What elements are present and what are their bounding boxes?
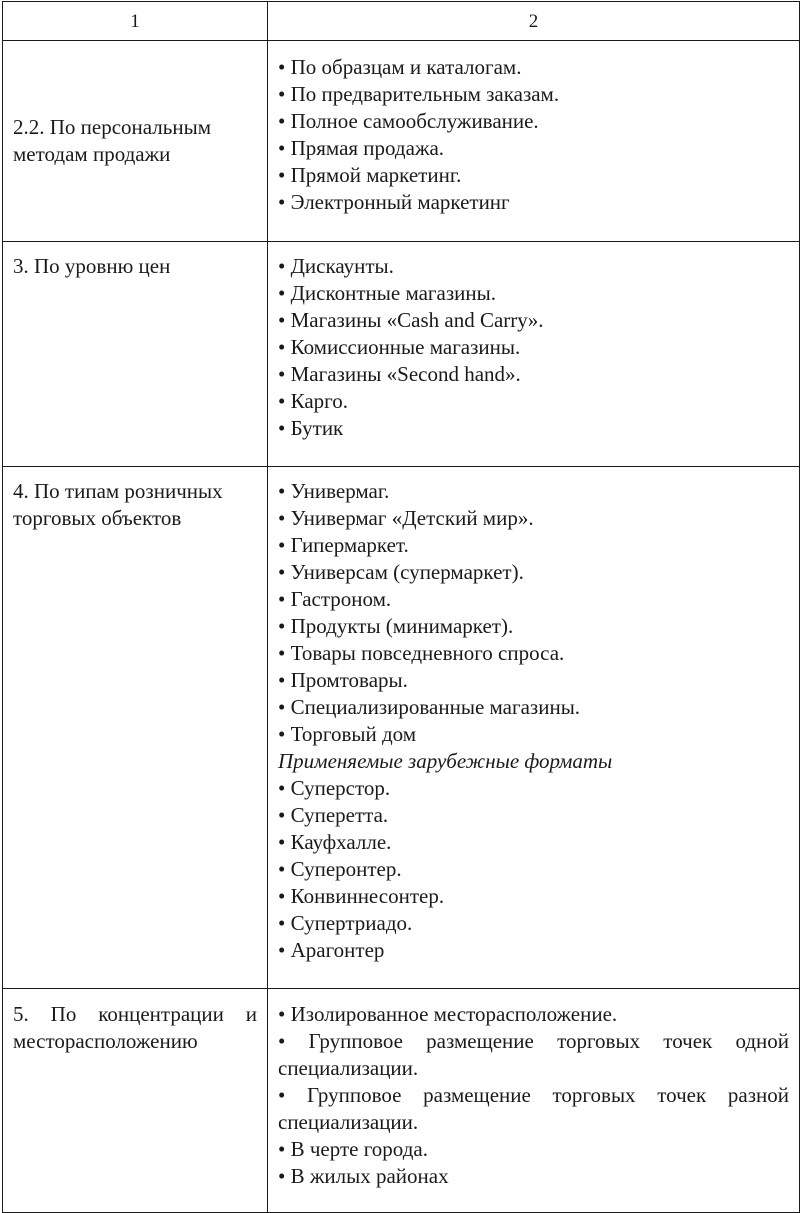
list-item: • Дисконтные магазины. bbox=[278, 281, 496, 305]
list-item: • Суперонтер. bbox=[278, 857, 402, 881]
list-item: • Прямая продажа. bbox=[278, 136, 445, 160]
category-cell: 2.2. По персональным методам продажи bbox=[3, 41, 268, 242]
list-item: • Карго. bbox=[278, 389, 348, 413]
list-item: • Промтовары. bbox=[278, 668, 408, 692]
list-item: • По предварительным заказам. bbox=[278, 82, 560, 106]
category-cell: 3. По уровню цен bbox=[3, 242, 268, 467]
table-row bbox=[3, 242, 800, 467]
list-item: • Гастроном. bbox=[278, 587, 392, 611]
list-item: • Продукты (минимаркет). bbox=[278, 614, 514, 638]
list-item: • Универсам (супермаркет). bbox=[278, 560, 524, 584]
list-item: • Магазины «Cash and Carry». bbox=[278, 308, 544, 332]
list-item: • Бутик bbox=[278, 416, 344, 440]
items-cell bbox=[268, 989, 800, 1213]
subheading: Применяемые зарубежные форматы bbox=[278, 749, 613, 773]
list-item: • Групповое размещение торговых точек разной специализации. bbox=[278, 1083, 789, 1134]
column-header-2: 2 bbox=[268, 2, 800, 41]
list-item: • Торговый дом bbox=[278, 722, 417, 746]
list-item: • Дискаунты. bbox=[278, 254, 394, 278]
table-row bbox=[3, 41, 800, 242]
list-item: • Прямой маркетинг. bbox=[278, 163, 462, 187]
items-cell bbox=[268, 242, 800, 467]
column-header-1: 1 bbox=[3, 2, 268, 41]
list-item: • Супертриадо. bbox=[278, 911, 413, 935]
list-item: • По образцам и каталогам. bbox=[278, 55, 522, 79]
list-item: • Специализированные магазины. bbox=[278, 695, 581, 719]
list-item: • Электронный маркетинг bbox=[278, 190, 510, 214]
items-cell bbox=[268, 41, 800, 242]
list-item: • Арагонтер bbox=[278, 938, 385, 962]
header-row bbox=[3, 2, 800, 41]
list-item: • Комиссионные магазины. bbox=[278, 335, 521, 359]
table-row bbox=[3, 467, 800, 989]
classification-table bbox=[2, 1, 800, 1213]
list-item: • Конвиннесонтер. bbox=[278, 884, 445, 908]
list-item: • Кауфхалле. bbox=[278, 830, 392, 854]
list-item: • Универмаг «Детский мир». bbox=[278, 506, 534, 530]
list-item: • В жилых районах bbox=[278, 1164, 449, 1188]
list-item: • Суперстор. bbox=[278, 776, 391, 800]
list-item: • Магазины «Second hand». bbox=[278, 362, 521, 386]
list-item: • Суперетта. bbox=[278, 803, 389, 827]
table-row bbox=[3, 989, 800, 1213]
category-cell: 4. По типам розничных торговых объектов bbox=[3, 467, 268, 989]
list-item: • В черте города. bbox=[278, 1137, 428, 1161]
list-item: • Товары повседневного спроса. bbox=[278, 641, 565, 665]
list-item: • Универмаг. bbox=[278, 479, 390, 503]
list-item: • Гипермаркет. bbox=[278, 533, 409, 557]
list-item: • Изолированное месторасположение. bbox=[278, 1002, 618, 1026]
list-item: • Полное самообслуживание. bbox=[278, 109, 539, 133]
list-item: • Групповое размещение торговых точек одной специализации. bbox=[278, 1029, 789, 1080]
category-cell: 5. По концентрации и месторасположению bbox=[3, 989, 268, 1213]
items-cell bbox=[268, 467, 800, 989]
